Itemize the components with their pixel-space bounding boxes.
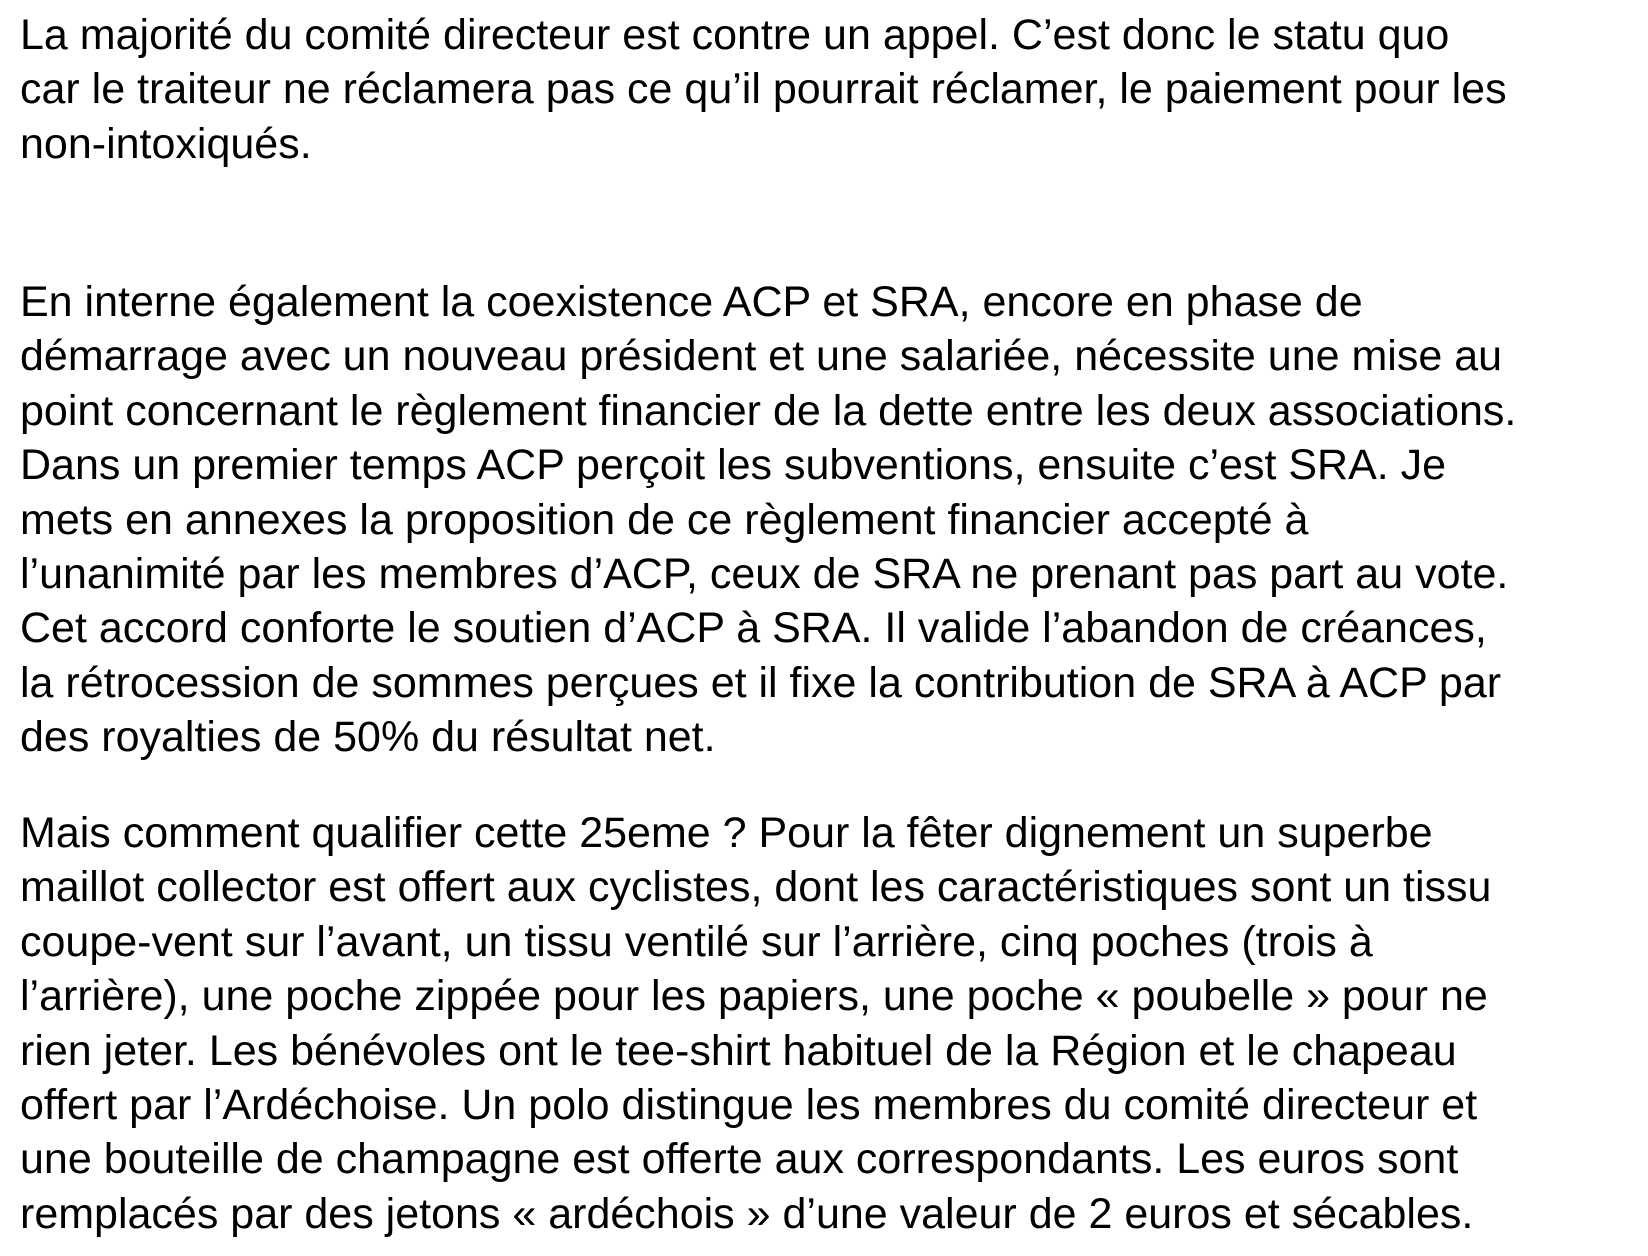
text-line: démarrage avec un nouveau président et une salariée, nécessite une mise au [20,332,1503,381]
text-line: Cet accord conforte le soutien d’ACP à SRA. Il valide l’abandon de créances, [20,604,1487,653]
text-line: car le traiteur ne réclamera pas ce qu’il pourrait réclamer, le paiement pour les [20,65,1507,114]
text-line: maillot collector est offert aux cyclistes, dont les caractéristiques sont un tissu [20,863,1492,912]
text-line: des royalties de 50% du résultat net. [20,713,716,762]
text-line: En interne également la coexistence ACP et SRA, encore en phase de [20,278,1363,326]
text-line: rien jeter. Les bénévoles ont le tee-shirt habituel de la Région et le chapeau [20,1026,1457,1075]
text-line: coupe-vent sur l’avant, un tissu ventilé sur l’arrière, cinq poches (trois à [20,917,1373,966]
paragraph-25eme-edition [20,806,1491,1241]
text-line: non-intoxiqués. [20,119,312,168]
text-line: l’arrière), une poche zippée pour les papiers, une poche « poubelle » pour ne [20,972,1488,1021]
text-line: La majorité du comité directeur est contre un appel. C’est donc le statu quo [20,11,1450,59]
text-line: offert par l’Ardéchoise. Un polo distingue les membres du comité directeur et [20,1080,1478,1129]
text-line: remplacés par des jetons « ardéchois » d’une valeur de 2 euros et sécables. [20,1189,1474,1238]
text-line: point concernant le règlement financier de la dette entre les deux associations. [20,386,1517,435]
text-line: mets en annexes la proposition de ce règlement financier accepté à [20,495,1309,544]
text-line: l’unanimité par les membres d’ACP, ceux de SRA ne prenant pas part au vote. [20,549,1509,598]
text-line: la rétrocession de sommes perçues et il fixe la contribution de SRA à ACP par [20,658,1502,707]
text-line: une bouteille de champagne est offerte aux correspondants. Les euros sont [20,1135,1459,1184]
paragraph-comite-appel [20,8,1507,171]
paragraph-acp-sra [20,275,1516,765]
text-line: Dans un premier temps ACP perçoit les subventions, ensuite c’est SRA. Je [20,441,1447,490]
text-line: Mais comment qualifier cette 25eme ? Pour la fêter dignement un superbe [20,809,1433,857]
